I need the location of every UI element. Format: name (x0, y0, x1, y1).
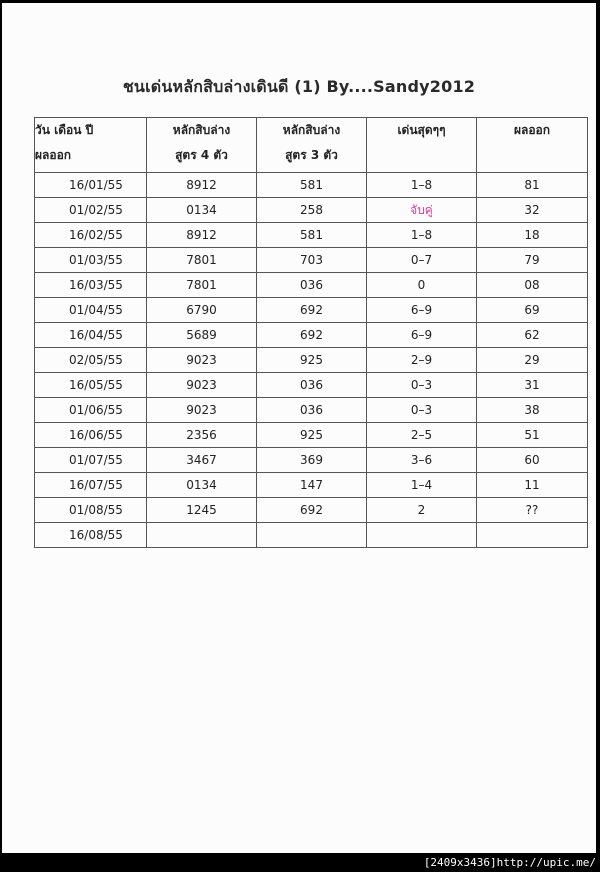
cell-formula3: 147 (257, 473, 367, 498)
cell-pick: 2 (367, 498, 477, 523)
document-title: ชนเด่นหลักสิบล่างเดินดี (1) By....Sandy2012 (122, 77, 476, 96)
header-row (35, 118, 588, 173)
results-table (34, 117, 588, 548)
cell-date: 16/06/55 (35, 423, 147, 448)
cell-date: 01/04/55 (35, 298, 147, 323)
table-row (35, 273, 588, 298)
cell-formula3: 692 (257, 298, 367, 323)
cell-result: 69 (477, 298, 588, 323)
table-row (35, 198, 588, 223)
header-formula3-line2: สูตร 3 ตัว (285, 148, 338, 162)
cell-formula4: 9023 (147, 373, 257, 398)
cell-pick: 3–6 (367, 448, 477, 473)
cell-formula3: 925 (257, 423, 367, 448)
header-formula4 (147, 118, 257, 173)
cell-pick: 2–9 (367, 348, 477, 373)
cell-date: 16/02/55 (35, 223, 147, 248)
table-row (35, 523, 588, 548)
header-date-line2: ผลออก (35, 148, 72, 162)
cell-formula4: 3467 (147, 448, 257, 473)
table-row (35, 398, 588, 423)
cell-formula4: 6790 (147, 298, 257, 323)
cell-formula3: 692 (257, 498, 367, 523)
table-row (35, 173, 588, 198)
cell-formula4: 0134 (147, 473, 257, 498)
cell-formula4: 2356 (147, 423, 257, 448)
cell-formula4: 9023 (147, 348, 257, 373)
header-result-label: ผลออก (513, 123, 551, 137)
table-body (35, 173, 588, 548)
cell-result: 79 (477, 248, 588, 273)
cell-formula4: 1245 (147, 498, 257, 523)
image-host-watermark: [2409x3436]http://upic.me/ (423, 856, 596, 869)
cell-result: ?? (477, 498, 588, 523)
cell-formula4: 7801 (147, 248, 257, 273)
cell-date: 01/08/55 (35, 498, 147, 523)
document-page (2, 3, 596, 853)
cell-formula3: 692 (257, 323, 367, 348)
table-row (35, 348, 588, 373)
cell-formula4: 8912 (147, 173, 257, 198)
cell-pick: จับคู่ (367, 198, 477, 223)
cell-result: 32 (477, 198, 588, 223)
cell-pick: 6–9 (367, 323, 477, 348)
header-pick (367, 118, 477, 173)
cell-result: 08 (477, 273, 588, 298)
header-result (477, 118, 588, 173)
table-row (35, 223, 588, 248)
cell-formula3: 581 (257, 223, 367, 248)
cell-pick: 0–3 (367, 373, 477, 398)
cell-result: 31 (477, 373, 588, 398)
cell-result: 11 (477, 473, 588, 498)
cell-date: 01/02/55 (35, 198, 147, 223)
header-formula3-line1: หลักสิบล่าง (282, 123, 341, 137)
cell-pick: 0–7 (367, 248, 477, 273)
cell-date: 16/01/55 (35, 173, 147, 198)
cell-date: 16/05/55 (35, 373, 147, 398)
header-date (35, 118, 147, 173)
cell-pick: 0 (367, 273, 477, 298)
header-formula4-line2: สูตร 4 ตัว (175, 148, 228, 162)
cell-result: 81 (477, 173, 588, 198)
cell-result: 38 (477, 398, 588, 423)
cell-pick (367, 523, 477, 548)
cell-formula3: 036 (257, 373, 367, 398)
header-formula4-line1: หลักสิบล่าง (172, 123, 231, 137)
header-formula3 (257, 118, 367, 173)
cell-result: 62 (477, 323, 588, 348)
cell-date: 01/06/55 (35, 398, 147, 423)
table-row (35, 473, 588, 498)
cell-date: 16/07/55 (35, 473, 147, 498)
cell-result: 51 (477, 423, 588, 448)
table-row (35, 248, 588, 273)
cell-date: 16/03/55 (35, 273, 147, 298)
cell-pick: 6–9 (367, 298, 477, 323)
table-row (35, 448, 588, 473)
cell-formula3: 925 (257, 348, 367, 373)
cell-formula4 (147, 523, 257, 548)
header-date-line1: วัน เดือน ปี (35, 123, 94, 137)
cell-date: 16/04/55 (35, 323, 147, 348)
cell-date: 01/03/55 (35, 248, 147, 273)
table-row (35, 498, 588, 523)
cell-pick: 1–4 (367, 473, 477, 498)
cell-pick: 1–8 (367, 223, 477, 248)
cell-formula4: 8912 (147, 223, 257, 248)
cell-pick: 2–5 (367, 423, 477, 448)
cell-formula3: 036 (257, 273, 367, 298)
cell-formula4: 7801 (147, 273, 257, 298)
cell-result: 29 (477, 348, 588, 373)
cell-result: 18 (477, 223, 588, 248)
cell-date: 01/07/55 (35, 448, 147, 473)
table-row (35, 423, 588, 448)
cell-formula4: 0134 (147, 198, 257, 223)
cell-formula4: 5689 (147, 323, 257, 348)
table-row (35, 298, 588, 323)
cell-formula3: 036 (257, 398, 367, 423)
cell-formula3: 581 (257, 173, 367, 198)
cell-date: 02/05/55 (35, 348, 147, 373)
cell-formula3: 703 (257, 248, 367, 273)
cell-pick: 1–8 (367, 173, 477, 198)
cell-formula4: 9023 (147, 398, 257, 423)
table-row (35, 373, 588, 398)
cell-formula3: 369 (257, 448, 367, 473)
cell-pick: 0–3 (367, 398, 477, 423)
table-row (35, 323, 588, 348)
cell-result: 60 (477, 448, 588, 473)
cell-formula3 (257, 523, 367, 548)
header-pick-label: เด่นสุดๆๆ (397, 123, 446, 137)
cell-formula3: 258 (257, 198, 367, 223)
cell-date: 16/08/55 (35, 523, 147, 548)
cell-result (477, 523, 588, 548)
